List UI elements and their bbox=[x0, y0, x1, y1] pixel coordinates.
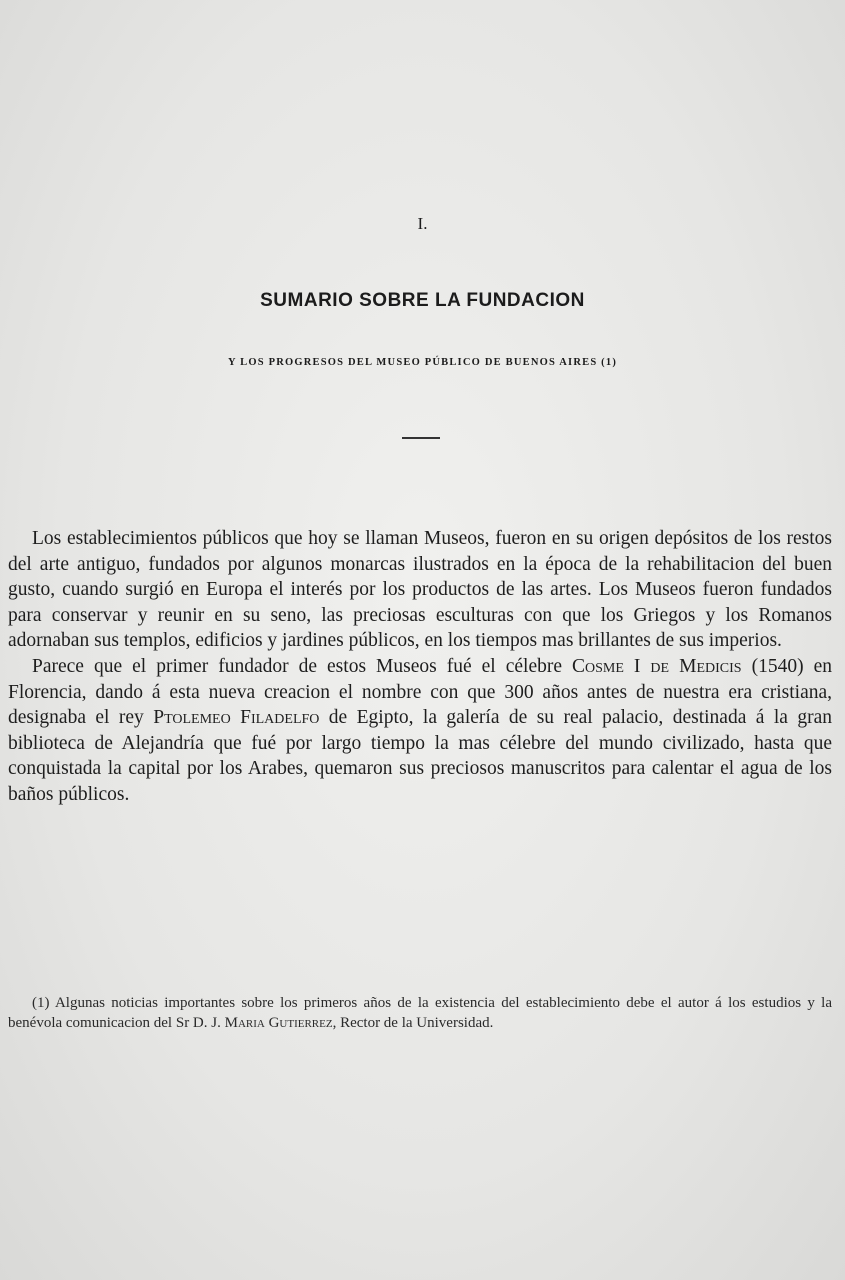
paragraph-2-part-a: Parece que el primer fundador de estos Museos fué el célebre bbox=[32, 655, 573, 677]
name-cosme-medicis: Cosme I de Medicis bbox=[572, 655, 742, 677]
paragraph-2 bbox=[8, 654, 832, 808]
body-text bbox=[8, 526, 832, 808]
footnote-part-a: (1) Algunas noticias importantes sobre los primeros años de la existencia del establecimiento debe el autor á los estudios y la benévola comunicacion del Sr D. J. bbox=[8, 995, 832, 1031]
footnote bbox=[8, 994, 832, 1033]
section-numeral: I. bbox=[417, 214, 428, 233]
footnote-part-b: , Rector de la Universidad. bbox=[332, 1014, 494, 1031]
divider-rule bbox=[402, 437, 440, 439]
name-ptolemeo: Ptolemeo Filadelfo bbox=[153, 707, 320, 729]
section-subtitle: Y LOS PROGRESOS DEL MUSEO PÚBLICO DE BUENOS AIRES (1) bbox=[227, 357, 618, 368]
paragraph-1: Los establecimientos públicos que hoy se llaman Museos, fueron en su origen depósitos de los restos del arte antiguo, fundados por algunos monarcas ilustrados en la época de la rehabilitacion del buen gusto, cuando surgió en Europa el interés por los productos de las artes. Los Museos fueron fundados para conservar y reunir en su seno, las preciosas esculturas con que los Griegos y los Romanos adornaban sus templos, edificios y jardines públicos, en los tiempos mas brillantes de sus imperios. bbox=[8, 528, 832, 652]
paragraph-2-part-b: (1540) en Florencia, dando á esta nueva creacion el nombre con que 300 años antes de nuestra era cristiana, designaba el rey bbox=[8, 655, 832, 729]
paragraph-2-part-c: de Egipto, la galería de su real palacio, destinada á la gran biblioteca de Alejandría que fué por largo tiempo la mas célebre del mundo civilizado, hasta que conquistada la capital por los Arabes, quemaron sus preciosos manuscritos para calentar el agua de los baños públicos. bbox=[8, 707, 832, 805]
footnote-text bbox=[8, 994, 832, 1033]
section-title: SUMARIO SOBRE LA FUNDACION bbox=[260, 290, 585, 311]
name-gutierrez: Maria Gutierrez bbox=[224, 1014, 333, 1031]
